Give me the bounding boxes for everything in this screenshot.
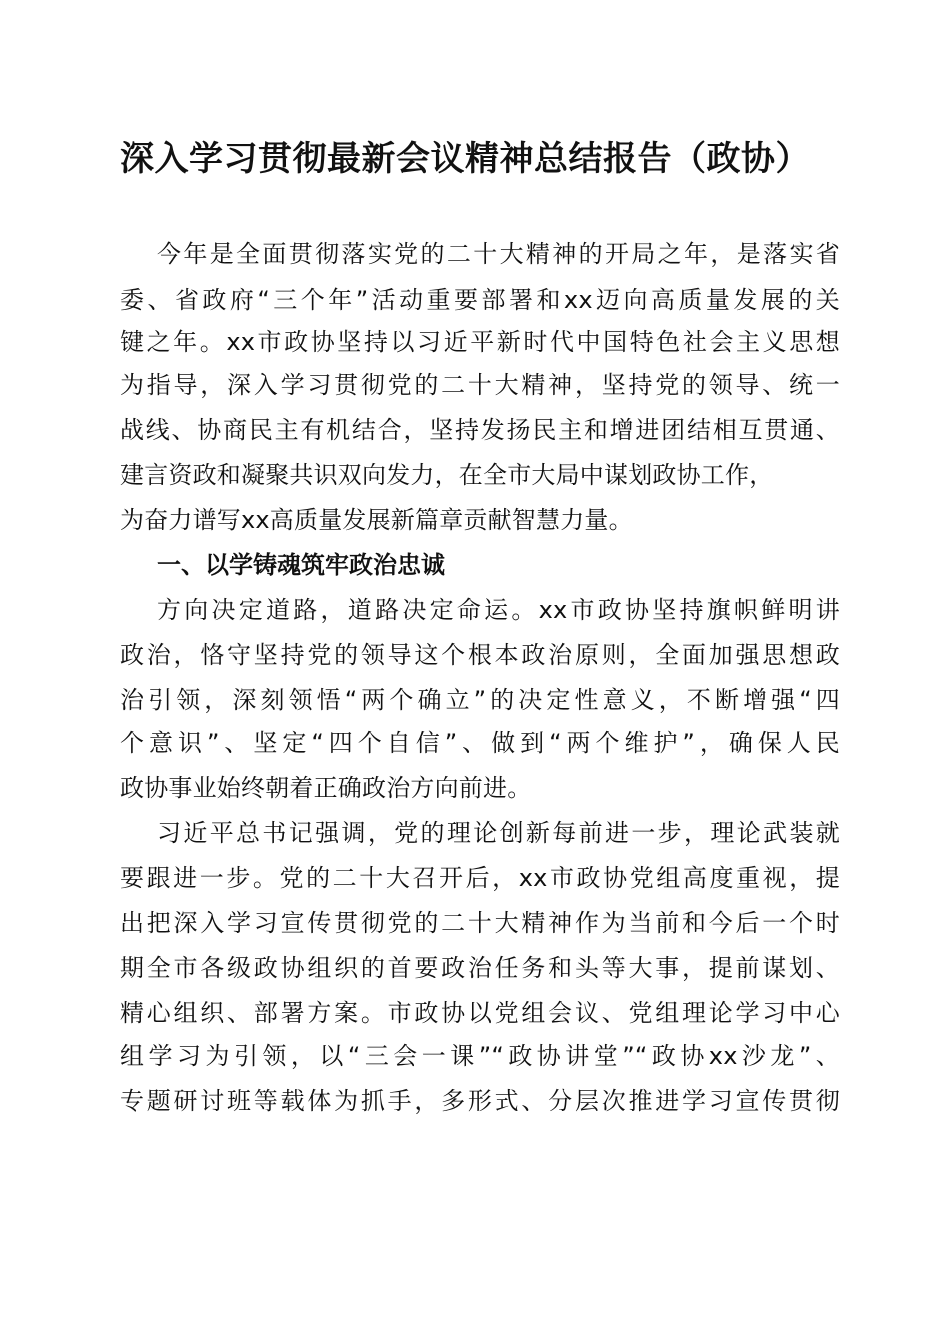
paragraph-2-line-4: 个意识”、坚定“四个自信”、做到“两个维护”，确保人民 <box>120 729 840 757</box>
paragraph-3-line-3: 出把深入学习宣传贯彻党的二十大精神作为当前和今后一个时 <box>120 909 840 937</box>
paragraph-3-line-5: 精心组织、部署方案。市政协以党组会议、党组理论学习中心 <box>120 999 840 1027</box>
paragraph-1-line-3: 键之年。xx市政协坚持以习近平新时代中国特色社会主义思想 <box>120 328 840 356</box>
paragraph-1-line-4: 为指导，深入学习贯彻党的二十大精神，坚持党的领导、统一 <box>120 371 840 399</box>
paragraph-2-line-3: 治引领，深刻领悟“两个确立”的决定性意义，不断增强“四 <box>120 686 840 714</box>
paragraph-3-line-2: 要跟进一步。党的二十大召开后，xx市政协党组高度重视，提 <box>120 864 840 892</box>
paragraph-1-line-7: 为奋力谱写xx高质量发展新篇章贡献智慧力量。 <box>120 506 633 534</box>
paragraph-1-line-2: 委、省政府“三个年”活动重要部署和xx迈向高质量发展的关 <box>120 286 840 314</box>
paragraph-2-line-1: 方向决定道路，道路决定命运。xx市政协坚持旗帜鲜明讲 <box>157 596 840 624</box>
document-title: 深入学习贯彻最新会议精神总结报告（政协） <box>120 139 810 179</box>
paragraph-3-line-4: 期全市各级政协组织的首要政治任务和头等大事，提前谋划、 <box>120 954 840 982</box>
paragraph-1-line-1: 今年是全面贯彻落实党的二十大精神的开局之年，是落实省 <box>157 240 840 268</box>
paragraph-1-line-5: 战线、协商民主有机结合，坚持发扬民主和增进团结相互贯通、 <box>120 416 840 444</box>
section-heading-1: 一、以学铸魂筑牢政治忠诚 <box>157 551 445 579</box>
paragraph-3-line-1: 习近平总书记强调，党的理论创新每前进一步，理论武装就 <box>157 819 840 847</box>
paragraph-2-line-5: 政协事业始终朝着正确政治方向前进。 <box>120 774 532 802</box>
paragraph-1-line-6: 建言资政和凝聚共识双向发力，在全市大局中谋划政协工作， <box>120 461 774 489</box>
paragraph-3-line-6: 组学习为引领，以“三会一课”“政协讲堂”“政协xx沙龙”、 <box>120 1042 840 1070</box>
paragraph-2-line-2: 政治，恪守坚持党的领导这个根本政治原则，全面加强思想政 <box>120 641 840 669</box>
paragraph-3-line-7: 专题研讨班等载体为抓手，多形式、分层次推进学习宣传贯彻 <box>120 1087 840 1115</box>
